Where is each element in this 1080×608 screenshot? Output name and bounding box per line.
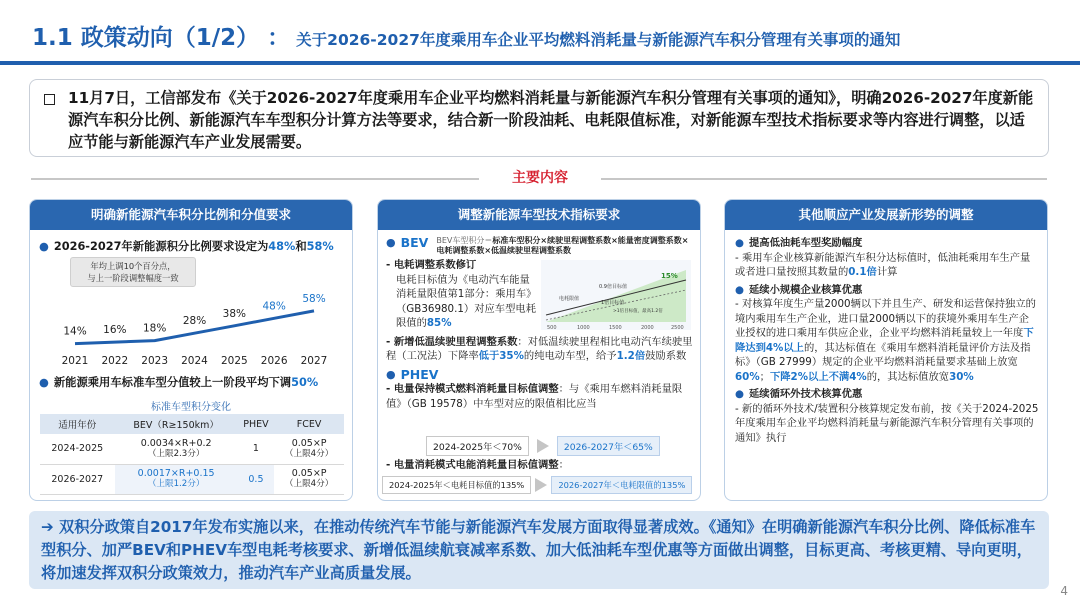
panel-nev-ratio <box>29 199 353 501</box>
cd-new-box: 2026-2027年＜电耗限值的135% <box>551 476 692 494</box>
mini-tick: 500 <box>547 325 557 330</box>
cs-new-box: 2026-2027年＜65% <box>557 436 660 456</box>
mini-label-10: 1倍目标值 <box>601 300 625 306</box>
title-subtitle: 关于2026-2027年度乘用车企业平均燃料消耗量与新能源汽车积分管理有关事项的通知 <box>296 31 901 49</box>
panel-other-adjustments <box>724 199 1048 501</box>
header-underline <box>0 61 1080 65</box>
mini-label-gt: >1倍目标值，最高1.2倍 <box>613 309 663 314</box>
th-bev: BEV（R≥150km） <box>115 414 238 434</box>
table-header-row <box>40 414 344 434</box>
mini-tick: 1500 <box>609 325 622 330</box>
bullet-dot-icon: ● <box>39 240 49 253</box>
th-phev: PHEV <box>238 414 275 434</box>
section-divider-right <box>601 178 1047 180</box>
bullet-dot-icon: ● <box>386 236 396 249</box>
mini-tick: 1000 <box>577 325 590 330</box>
ratio-callout: 年均上调10个百分点， 与上一阶段调整幅度一致 <box>70 257 196 287</box>
bullet-dot-icon: ● <box>39 376 49 389</box>
mini-tick: 2000 <box>641 325 654 330</box>
mini-tick: 2500 <box>671 325 684 330</box>
th-fcev: FCEV <box>274 414 344 434</box>
square-bullet-icon <box>44 94 55 105</box>
panel1-bullet-ratio: ● 2026-2027年新能源积分比例要求设定为48%和58% <box>39 240 334 253</box>
cd-comparison <box>382 476 692 494</box>
phev-tag: PHEV <box>400 366 439 382</box>
x-tick-label: 2027 <box>300 355 328 367</box>
panel-tech-requirements: 调整新能源车型技术指标要求 ● BEV BEV车型积分＝标准车型积分×续驶里程调整系数×能量密度调整系数×电耗调整系数×低温续驶里程调整系数 - 电耗调整系数修订 电耗目标值为《电动汽车能量消耗量限值第1部分：乘用车》（GB36980.1）对应车型电耗限值的85% - 新增低温续驶里程调整系数：对低温续驶里程相比电动汽车续驶里程（工况法）下降率低于35%的纯电动车型，给予1.2倍鼓励系数 ● PHEV - 电量保持模式燃料消耗量目标值调整：与《乘用车燃料消耗量限值》（GB 19578）中车型对应的限值相比应当 15% 0.9倍目标值 1倍目标值 电耗限值 >1倍目标值，最高1.2倍 500 1000 1500 2000 2500 2024-2025年＜70% 2026-2027年＜65% - 电量消耗模式电能消耗量目标值调整： 2024-2025年＜电耗目标值的135% 2026-2027年＜电耗限值的135% <box>377 199 701 501</box>
panel2-header: 调整新能源车型技术指标要求 <box>378 200 700 230</box>
data-label: 16% <box>103 324 127 337</box>
intro-text: 11月7日，工信部发布《关于2026-2027年度乘用车企业平均燃料消耗量与新能源汽车积分管理有关事项的通知》，明确2026-2027年度新能源汽车积分比例、新能源汽车车型积分计算方法等要求，结合新一阶段油耗、电耗限值标准，对新能源车型技术指标要求等内容进行调整，以适应节能与新能源汽车产业发展需要。 <box>68 89 1034 151</box>
bullet-dot-icon: ● <box>735 283 744 296</box>
page-number: 4 <box>1060 584 1068 598</box>
data-label: 38% <box>222 307 247 320</box>
data-label: 18% <box>142 322 167 335</box>
section-label: 主要内容 <box>512 170 568 186</box>
data-label: 48% <box>262 300 286 313</box>
bullet-dot-icon: ● <box>386 367 396 381</box>
data-label: 58% <box>302 292 326 305</box>
section-divider-left <box>31 178 479 180</box>
th-year: 适用年份 <box>40 414 115 434</box>
title-main: 1.1 政策动向（1/2） <box>32 25 260 51</box>
mini-label-15: 15% <box>661 272 678 280</box>
intro-box <box>29 79 1049 157</box>
x-tick-label: 2022 <box>101 355 129 367</box>
right-arrow-icon <box>535 478 547 492</box>
cs-old-box: 2024-2025年＜70% <box>426 436 529 456</box>
score-table <box>40 414 344 495</box>
panel3-body: ● 提高低油耗车型奖励幅度 - 乘用车企业核算新能源汽车积分达标值时，低油耗乘用车生产量或者进口量按照其数量的0.1倍计算 ● 延续小规模企业核算优惠 - 对核算年度生产量2000辆以下并且生产、研发和运营保持独立的境内乘用车生产企业，进口量2000辆以下的获境外乘用车生产企业授权的进口乘用车供应企业，企业平均燃料消耗量较上一年度下降达到4%以上的，其达标值在《乘用车燃料消耗量评价方法及指标》（GB 27999）规定的企业平均燃料消耗量要求基础上放宽60%；下降2%以上不满4%的，其达标值放宽30% ● 延续循环外技术核算优惠 - 新的循环外技术/装置积分核算规定发布前，按《关于2024-2025年度乘用车企业平均燃料消耗量与新能源汽车积分管理有关事项的通知》执行 <box>735 237 1039 444</box>
bullet-dot-icon: ● <box>735 237 744 249</box>
table-row: 2024-2025 0.0034×R+0.2 （上限2.3分） 1 0.05×P （上限4分） <box>40 434 344 464</box>
summary-box: ➔ 双积分政策自2017年发布实施以来，在推动传统汽车节能与新能源汽车发展方面取得显著成效。《通知》在明确新能源汽车积分比例、降低标准车型积分、加严BEV和PHEV车型电耗考核要求、新增低温续航衰减率系数、加大低油耗车型优惠等方面做出调整，目标更高、考核更精、导向更明，将加速发挥双积分政策效力，推动汽车产业高质量发展。 <box>29 511 1049 589</box>
x-tick-label: 2025 <box>220 355 248 367</box>
mini-label-09: 0.9倍目标值 <box>599 284 627 290</box>
mini-label-limit: 电耗限值 <box>559 296 580 302</box>
cd-old-box: 2024-2025年＜电耗目标值的135% <box>382 476 531 494</box>
panel3-header: 其他顺应产业发展新形势的调整 <box>725 200 1047 230</box>
slide-title <box>32 19 900 55</box>
table-caption: 标准车型积分变化 <box>151 402 231 413</box>
x-tick-label: 2024 <box>181 355 208 367</box>
x-tick-label: 2021 <box>61 355 89 367</box>
bullet-dot-icon: ● <box>735 388 744 400</box>
x-tick-label: 2026 <box>260 355 288 367</box>
panel1-bullet-score: ● 新能源乘用车标准车型分值较上一阶段平均下调50% <box>39 376 319 389</box>
bev-tag: BEV <box>400 235 429 250</box>
energy-consumption-mini-chart <box>541 260 691 330</box>
data-label: 28% <box>182 315 207 328</box>
title-colon: ： <box>267 25 291 51</box>
data-label: 14% <box>63 325 87 338</box>
panel1-header: 明确新能源汽车积分比例和分值要求 <box>30 200 352 230</box>
x-tick-label: 2023 <box>141 355 169 367</box>
table-row: 2026-2027 0.0017×R+0.15 （上限1.2分） 0.5 0.05×P （上限4分） <box>40 464 344 494</box>
cs-comparison <box>426 436 660 456</box>
right-arrow-icon <box>537 439 549 453</box>
panel2-body: ● BEV BEV车型积分＝标准车型积分×续驶里程调整系数×能量密度调整系数×电耗调整系数×低温续驶里程调整系数 - 电耗调整系数修订 电耗目标值为《电动汽车能量消耗量限值第1部分：乘用车》（GB36980.1）对应车型电耗限值的85% - 新增低温续驶里程调整系数：对低温续驶里程相比电动汽车续驶里程（工况法）下降率低于35%的纯电动车型，给予1.2倍鼓励系数 ● PHEV - 电量保持模式燃料消耗量目标值调整：与《乘用车燃料消耗量限值》（GB 19578）中车型对应的限值相比应当 <box>386 235 693 410</box>
